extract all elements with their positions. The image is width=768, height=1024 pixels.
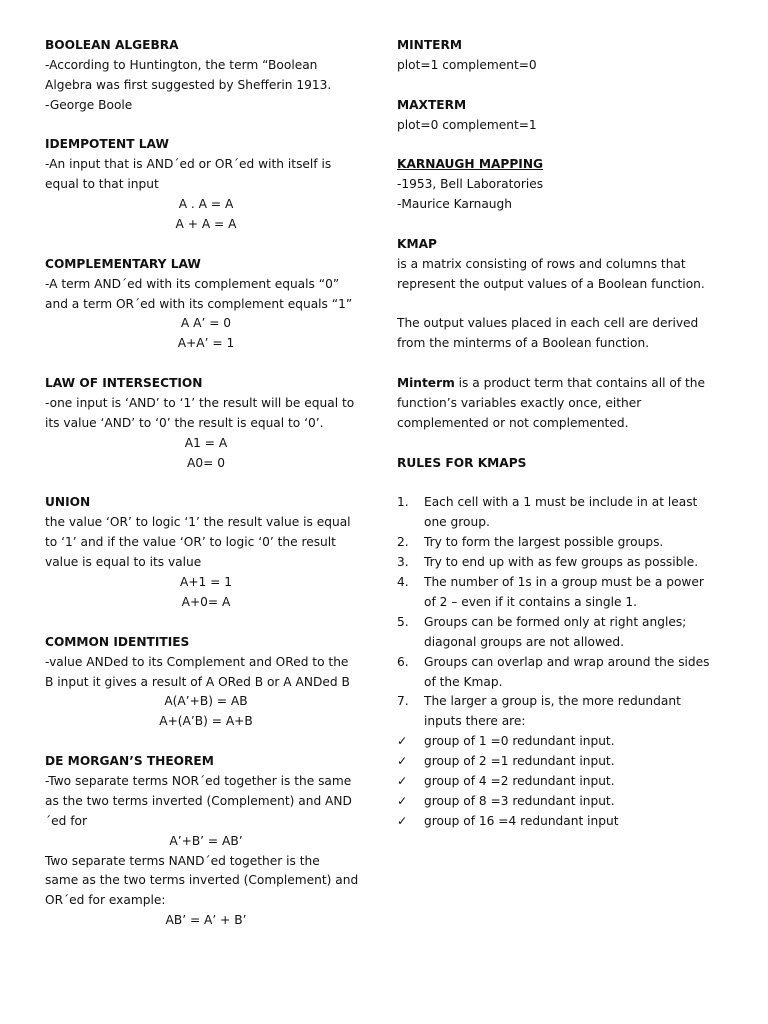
text-line: as the two terms inverted (Complement) and AND [45,793,352,808]
equation: A+(A’B) = A+B [159,714,253,729]
list-text-continued: one group. [424,515,490,530]
list-number: 4. [397,575,409,590]
text-line: same as the two terms inverted (Complement) and [45,873,359,888]
spacer [45,116,375,136]
checkmark-icon: ✓ [397,793,408,808]
list-item [397,493,732,513]
equation: A0= 0 [187,455,225,470]
list-text: Each cell with a 1 must be include in at least [424,495,698,510]
spacer [45,732,375,752]
text-line: OR´ed for example: [45,893,166,908]
equation: A . A = A [178,197,234,212]
text-line: -Two separate terms NOR´ed together is the same [45,773,352,788]
checklist-text: group of 2 =1 redundant input. [424,754,615,769]
rules-list [397,493,732,732]
checklist-text: group of 16 =4 redundant input [424,813,619,828]
heading-maxterm: MAXTERM [397,97,467,112]
checkmark-icon: ✓ [397,773,408,788]
equation: A A’ = 0 [180,316,232,331]
list-text: The larger a group is, the more redundant [424,694,681,709]
list-item [397,573,732,593]
heading-minterm: MINTERM [397,38,463,52]
checklist-item [397,732,732,752]
spacer [397,215,732,235]
list-text: Try to form the largest possible groups. [424,535,664,550]
text-line: -An input that is AND´ed or OR´ed with itself is [45,157,332,172]
left-column [45,36,375,931]
list-item [397,613,732,633]
text-line: plot=1 complement=0 [397,57,537,72]
list-text-continued: inputs there are: [424,714,526,729]
text-line: Algebra was first suggested by Shefferin 1913. [45,77,332,92]
list-item [397,553,732,573]
list-text-continued: of 2 – even if it contains a single 1. [424,594,638,609]
minterm-definition-line [397,374,732,394]
text-line: -George Boole [45,97,133,112]
text-line: its value ‘AND’ to ‘0’ the result is equal to ‘0’. [45,415,324,430]
spacer [397,135,732,155]
heading-law-of-intersection: LAW OF INTERSECTION [45,376,203,391]
list-text-continued: diagonal groups are not allowed. [424,634,625,649]
heading-boolean-algebra: BOOLEAN ALGEBRA [45,38,179,52]
text-line: -one input is ‘AND’ to ‘1’ the result will be equal to [45,396,355,411]
spacer [45,354,375,374]
equation: A1 = A [184,435,228,450]
list-text: Try to end up with as few groups as possible. [424,555,699,570]
list-text: The number of 1s in a group must be a power [424,575,704,590]
list-number: 2. [397,535,409,550]
text-line: plot=0 complement=1 [397,117,537,132]
text-line: function’s variables exactly once, either [397,396,642,411]
checklist-item [397,752,732,772]
equation: A’+B’ = AB’ [169,833,243,848]
equation: A + A = A [175,217,237,232]
checkmark-icon: ✓ [397,754,408,769]
spacer [45,613,375,633]
text-line: to ‘1’ and if the value ‘OR’ to logic ‘0’ the result [45,535,336,550]
text-line: ´ed for [45,813,87,828]
heading-common-identities: COMMON IDENTITIES [45,634,190,649]
text-line: The output values placed in each cell are derived [397,316,699,331]
text-line: -1953, Bell Laboratories [397,177,544,192]
text-line: -value ANDed to its Complement and ORed to the [45,654,349,669]
text-line: from the minterms of a Boolean function. [397,336,650,351]
redundancy-checklist [397,732,732,831]
checklist-text: group of 8 =3 redundant input. [424,793,615,808]
spacer [45,235,375,255]
equation: A(A’+B) = AB [164,694,248,709]
list-number: 5. [397,614,409,629]
list-text-continued: of the Kmap. [424,674,503,689]
checkmark-icon: ✓ [397,734,408,749]
checklist-item [397,792,732,812]
text-line: equal to that input [45,177,159,192]
checklist-item [397,812,732,832]
right-column [397,36,732,832]
text-line: -According to Huntington, the term “Boolean [45,57,318,72]
list-text: Groups can overlap and wrap around the sides [424,654,710,669]
text-span: is a product term that contains all of the [454,376,706,391]
text-line: B input it gives a result of A ORed B or A ANDed B [45,674,350,689]
heading-idempotent-law: IDEMPOTENT LAW [45,137,169,152]
text-line: represent the output values of a Boolean function. [397,276,705,291]
spacer [397,76,732,96]
list-number: 3. [397,555,409,570]
spacer [45,474,375,494]
checklist-text: group of 1 =0 redundant input. [424,734,615,749]
spacer [397,434,732,454]
list-number: 7. [397,694,409,709]
text-line: the value ‘OR’ to logic ‘1’ the result value is equal [45,515,351,530]
text-line: and a term OR´ed with its complement equals “1” [45,296,353,311]
spacer [397,354,732,374]
heading-kmap: KMAP [397,236,437,251]
minterm-bold-term: Minterm [397,376,455,391]
text-line: is a matrix consisting of rows and columns that [397,256,686,271]
heading-union: UNION [45,495,91,510]
text-line: -A term AND´ed with its complement equals “0” [45,276,340,291]
heading-complementary-law: COMPLEMENTARY LAW [45,256,201,271]
equation: AB’ = A’ + B’ [165,913,247,928]
heading-rules-for-kmaps: RULES FOR KMAPS [397,455,527,470]
text-line: -Maurice Karnaugh [397,197,512,212]
list-item [397,533,732,553]
equation: A+0= A [181,594,231,609]
checklist-text: group of 4 =2 redundant input. [424,773,615,788]
list-item [397,692,732,712]
text-line: value is equal to its value [45,555,202,570]
list-number: 6. [397,654,409,669]
list-item [397,653,732,673]
text-line: Two separate terms NAND´ed together is the [45,853,320,868]
checkmark-icon: ✓ [397,813,408,828]
equation: A+A’ = 1 [177,336,235,351]
heading-karnaugh-mapping: KARNAUGH MAPPING [397,157,544,172]
heading-de-morgans-theorem: DE MORGAN’S THEOREM [45,754,214,769]
spacer [397,295,732,315]
list-text: Groups can be formed only at right angles; [424,614,687,629]
checklist-item [397,772,732,792]
spacer [397,474,732,494]
list-number: 1. [397,495,409,510]
text-line: complemented or not complemented. [397,415,629,430]
equation: A+1 = 1 [179,575,233,590]
